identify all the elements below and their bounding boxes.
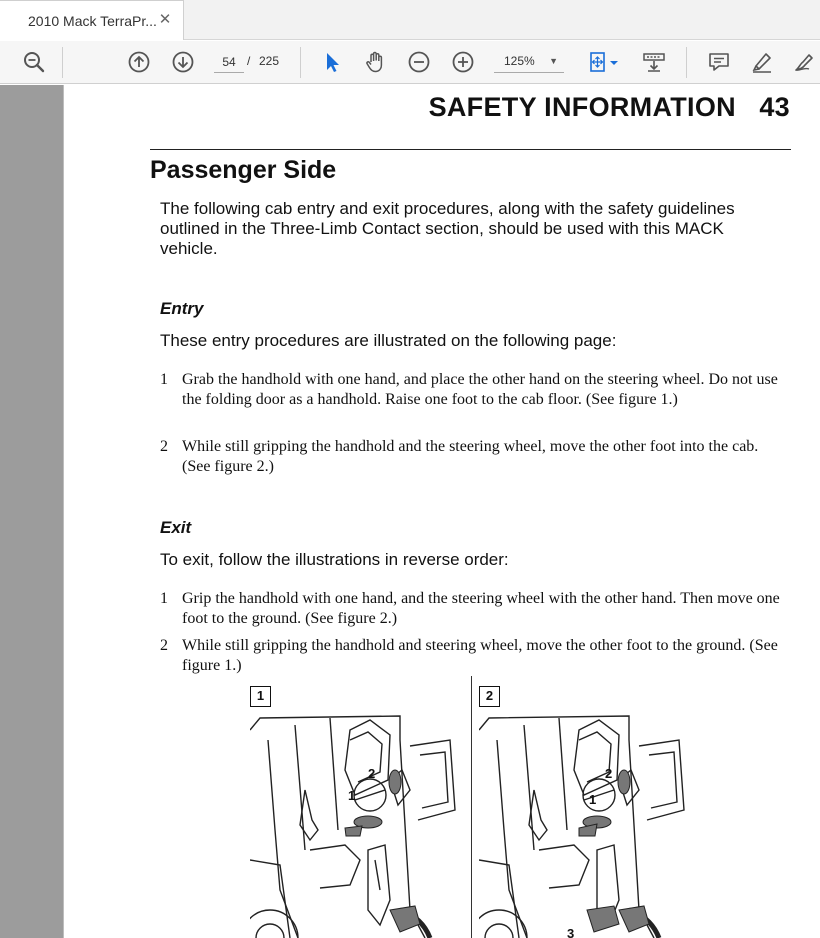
page-separator: / bbox=[247, 54, 251, 68]
exit-heading: Exit bbox=[160, 518, 192, 537]
scroll-down-icon[interactable] bbox=[171, 50, 195, 74]
figure-label: 2 bbox=[479, 686, 500, 707]
step-text: While still gripping the handhold and steering wheel, move the other foot to the ground. (See figure 1.) bbox=[182, 637, 778, 674]
entry-step-1 bbox=[160, 370, 785, 430]
page-number-input[interactable] bbox=[214, 51, 244, 73]
entry-heading: Entry bbox=[160, 299, 204, 318]
toolbar-divider bbox=[686, 47, 687, 78]
figure-callouts bbox=[479, 686, 694, 938]
callout-3: 3 bbox=[567, 926, 575, 938]
step-number: 1 bbox=[160, 590, 168, 607]
highlight-icon[interactable] bbox=[750, 50, 774, 74]
zoom-select[interactable] bbox=[494, 51, 564, 73]
chevron-down-icon: ▼ bbox=[549, 56, 558, 66]
select-arrow-icon[interactable] bbox=[320, 50, 344, 74]
figure-callouts bbox=[250, 686, 465, 938]
chevron-down-icon[interactable] bbox=[609, 50, 619, 74]
page-title: Passenger Side bbox=[150, 156, 337, 184]
fit-page-icon[interactable] bbox=[586, 50, 610, 74]
page-gutter bbox=[0, 85, 63, 938]
step-text: Grab the handhold with one hand, and place the other hand on the steering wheel. Do not use the folding door as a handhold. Raise one foot to the cab floor. (See figure 1.) bbox=[182, 371, 778, 408]
tab-bar bbox=[0, 0, 820, 40]
step-number: 2 bbox=[160, 438, 168, 455]
hand-tool-icon[interactable] bbox=[363, 50, 387, 74]
entry-lead: These entry procedures are illustrated on the following page: bbox=[160, 331, 617, 350]
search-icon[interactable] bbox=[22, 50, 46, 74]
callout-2: 2 bbox=[605, 766, 613, 781]
step-text: While still gripping the handhold and the steering wheel, move the other foot into the cab. (See figure 2.) bbox=[182, 438, 759, 475]
tab-title: 2010 Mack TerraPr... bbox=[28, 12, 157, 29]
page-total: 225 bbox=[259, 54, 280, 68]
zoom-value: 125% bbox=[504, 54, 535, 68]
running-header: SAFETY INFORMATION 43 bbox=[428, 92, 790, 122]
toolbar-divider bbox=[62, 47, 63, 78]
step-number: 1 bbox=[160, 371, 168, 388]
figure-1 bbox=[250, 686, 465, 938]
toolbar bbox=[0, 41, 820, 84]
callout-1: 1 bbox=[589, 792, 597, 807]
close-icon[interactable]: ✕ bbox=[158, 11, 172, 28]
zoom-in-icon[interactable] bbox=[451, 50, 475, 74]
callout-1: 2 bbox=[368, 766, 376, 781]
figure-2 bbox=[479, 686, 694, 938]
exit-step-1 bbox=[160, 589, 785, 629]
exit-lead: To exit, follow the illustrations in reverse order: bbox=[160, 550, 509, 569]
callout-2: 1 bbox=[348, 788, 356, 803]
exit-step-2 bbox=[160, 636, 785, 676]
scroll-up-icon[interactable] bbox=[127, 50, 151, 74]
document-tab[interactable] bbox=[0, 0, 184, 40]
figure-label: 1 bbox=[250, 686, 271, 707]
intro-paragraph: The following cab entry and exit procedures, along with the safety guidelines outlined in the Three-Limb Contact section, should be used with this MACK vehicle. bbox=[160, 199, 735, 258]
step-number: 2 bbox=[160, 637, 168, 654]
toolbar-divider bbox=[300, 47, 301, 78]
stamp-icon[interactable] bbox=[642, 50, 666, 74]
entry-step-2 bbox=[160, 437, 785, 477]
zoom-out-icon[interactable] bbox=[407, 50, 431, 74]
draw-icon[interactable] bbox=[792, 50, 816, 74]
header-rule bbox=[150, 149, 791, 150]
figure-divider bbox=[471, 676, 472, 938]
step-text: Grip the handhold with one hand, and the steering wheel with the other hand. Then move one foot to the ground. (See figure 2.) bbox=[182, 590, 780, 627]
comment-icon[interactable] bbox=[707, 50, 731, 74]
